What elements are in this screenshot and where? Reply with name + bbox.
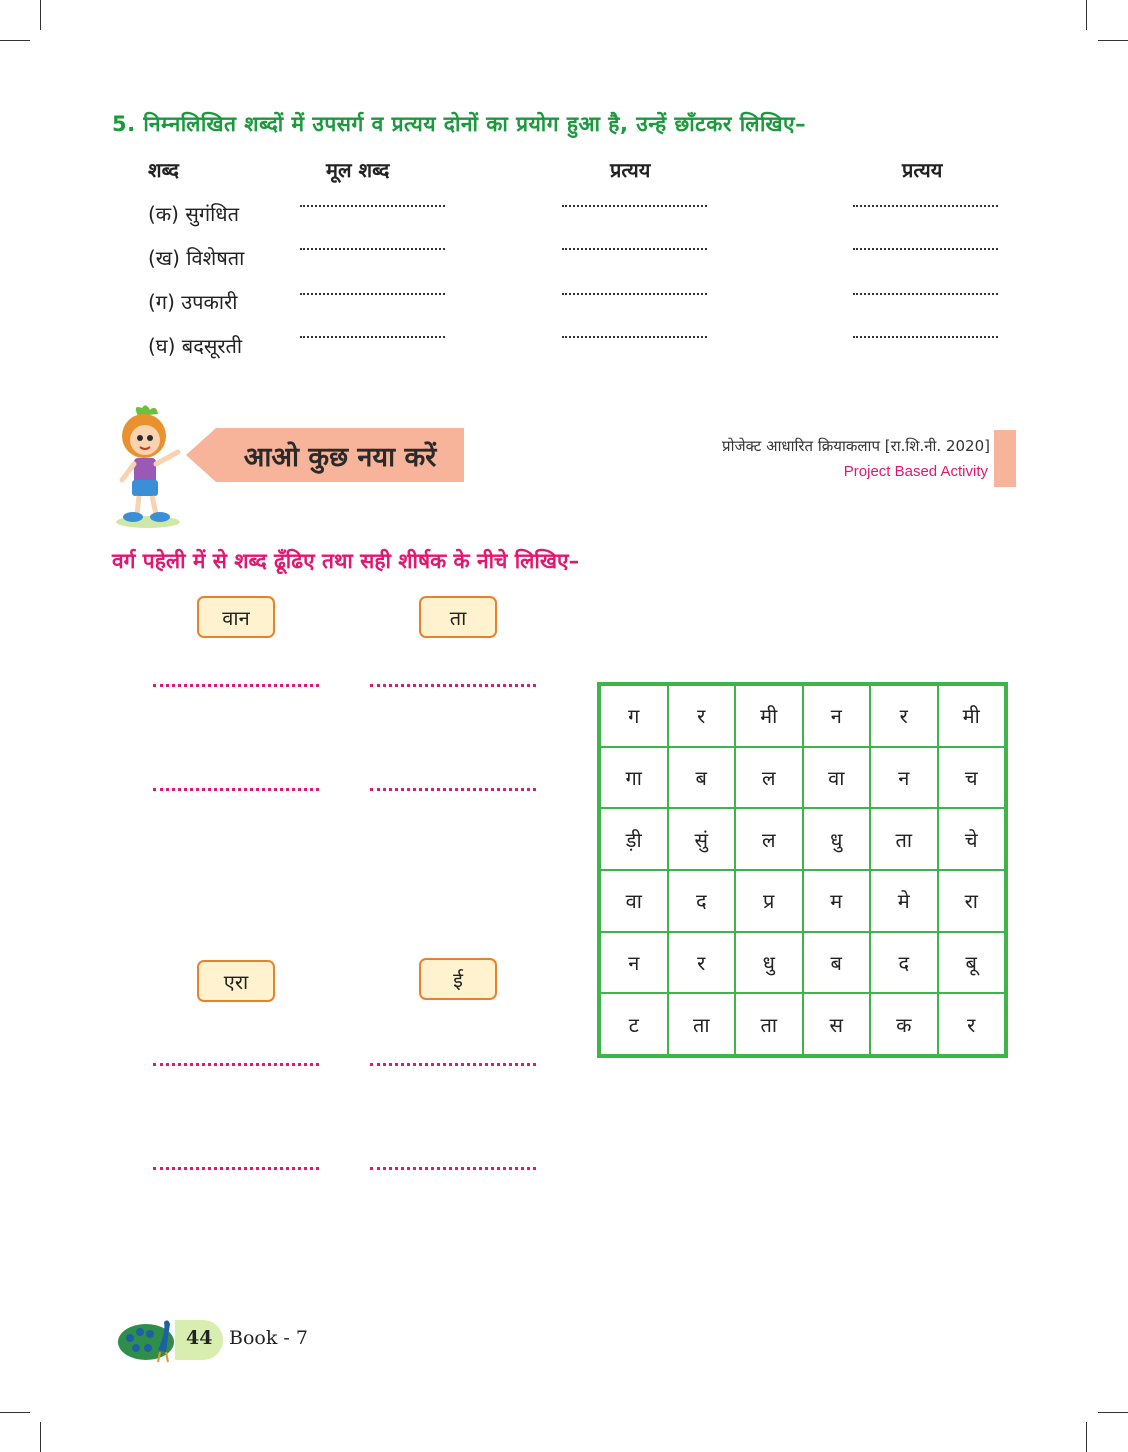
answer-line-vaan-1[interactable] — [153, 684, 319, 687]
grid-cell[interactable]: मी — [938, 685, 1006, 747]
grid-cell[interactable]: क — [870, 993, 938, 1055]
banner-text: आओ कुछ नया करें — [216, 428, 464, 482]
answer-blank[interactable] — [853, 293, 998, 295]
grid-cell[interactable]: द — [668, 870, 736, 932]
grid-cell[interactable]: न — [600, 932, 668, 994]
grid-cell[interactable]: वा — [600, 870, 668, 932]
grid-cell[interactable]: गा — [600, 747, 668, 809]
suffix-box-eraa: एरा — [197, 960, 275, 1002]
grid-cell[interactable]: म — [803, 870, 871, 932]
column-header-suffix-2: प्रत्यय — [902, 158, 943, 182]
suffix-box-ii: ई — [419, 958, 497, 1000]
page-number: 44 — [186, 1327, 213, 1349]
project-label-hindi: प्रोजेक्ट आधारित क्रियाकलाप [रा.शि.नी. 2020] — [722, 437, 990, 455]
grid-cell[interactable]: वा — [803, 747, 871, 809]
column-header-suffix-1: प्रत्यय — [610, 158, 651, 182]
grid-cell[interactable]: ता — [668, 993, 736, 1055]
grid-cell[interactable]: र — [870, 685, 938, 747]
grid-cell[interactable]: द — [870, 932, 938, 994]
answer-blank[interactable] — [562, 248, 707, 250]
grid-cell[interactable]: ड़ी — [600, 808, 668, 870]
crop-mark — [1086, 1422, 1087, 1452]
grid-cell[interactable]: र — [668, 932, 736, 994]
answer-blank[interactable] — [300, 336, 445, 338]
book-label: Book - 7 — [229, 1327, 308, 1349]
grid-cell[interactable]: ब — [668, 747, 736, 809]
answer-blank[interactable] — [562, 205, 707, 207]
word-row-ka: (क) सुगंधित — [148, 202, 239, 226]
answer-line-taa-2[interactable] — [370, 788, 536, 791]
question-5-title: 5. निम्नलिखित शब्दों में उपसर्ग व प्रत्यय दोनों का प्रयोग हुआ है, उन्हें छाँटकर लिखिए– — [112, 112, 807, 136]
column-header-root-word: मूल शब्द — [326, 158, 390, 182]
grid-cell[interactable]: न — [803, 685, 871, 747]
crop-mark — [0, 1412, 30, 1413]
answer-blank[interactable] — [562, 293, 707, 295]
peacock-icon — [116, 1312, 182, 1364]
banner-arrow-shape — [186, 428, 216, 482]
grid-cell[interactable]: स — [803, 993, 871, 1055]
crop-mark — [1098, 1412, 1128, 1413]
word-row-gha: (घ) बदसूरती — [148, 334, 243, 358]
grid-cell[interactable]: मी — [735, 685, 803, 747]
answer-blank[interactable] — [300, 293, 445, 295]
answer-blank[interactable] — [562, 336, 707, 338]
answer-blank[interactable] — [300, 248, 445, 250]
word-row-ga: (ग) उपकारी — [148, 290, 238, 314]
grid-cell[interactable]: ता — [870, 808, 938, 870]
crop-mark — [1086, 0, 1087, 30]
suffix-box-vaan: वान — [197, 596, 275, 638]
answer-blank[interactable] — [300, 205, 445, 207]
grid-cell[interactable]: ट — [600, 993, 668, 1055]
project-side-bar — [994, 430, 1016, 487]
grid-cell[interactable]: ग — [600, 685, 668, 747]
word-row-kha: (ख) विशेषता — [148, 246, 245, 270]
grid-cell[interactable]: चे — [938, 808, 1006, 870]
grid-cell[interactable]: रा — [938, 870, 1006, 932]
answer-line-eraa-1[interactable] — [153, 1063, 319, 1066]
answer-line-taa-1[interactable] — [370, 684, 536, 687]
activity-banner — [186, 428, 464, 482]
grid-cell[interactable]: र — [668, 685, 736, 747]
grid-cell[interactable]: न — [870, 747, 938, 809]
grid-cell[interactable]: ता — [735, 993, 803, 1055]
grid-cell[interactable]: प्र — [735, 870, 803, 932]
crop-mark — [40, 1422, 41, 1452]
project-label-english: Project Based Activity — [843, 463, 988, 480]
suffix-box-taa: ता — [419, 596, 497, 638]
crop-mark — [0, 40, 30, 41]
grid-cell[interactable]: ल — [735, 747, 803, 809]
answer-line-ii-2[interactable] — [370, 1167, 536, 1170]
answer-blank[interactable] — [853, 248, 998, 250]
grid-cell[interactable]: धु — [735, 932, 803, 994]
grid-cell[interactable]: ल — [735, 808, 803, 870]
grid-cell[interactable]: धु — [803, 808, 871, 870]
word-search-grid — [597, 682, 1008, 1058]
answer-line-ii-1[interactable] — [370, 1063, 536, 1066]
grid-cell[interactable]: च — [938, 747, 1006, 809]
crop-mark — [40, 0, 41, 30]
grid-cell[interactable]: बू — [938, 932, 1006, 994]
answer-line-vaan-2[interactable] — [153, 788, 319, 791]
column-header-word: शब्द — [148, 158, 179, 182]
crop-mark — [1098, 40, 1128, 41]
girl-mascot-icon — [112, 402, 192, 528]
grid-cell[interactable]: ब — [803, 932, 871, 994]
word-search-instruction: वर्ग पहेली में से शब्द ढूँढिए तथा सही शीर्षक के नीचे लिखिए– — [112, 549, 580, 573]
answer-blank[interactable] — [853, 336, 998, 338]
answer-blank[interactable] — [853, 205, 998, 207]
answer-line-eraa-2[interactable] — [153, 1167, 319, 1170]
grid-cell[interactable]: मे — [870, 870, 938, 932]
grid-cell[interactable]: सुं — [668, 808, 736, 870]
grid-cell[interactable]: र — [938, 993, 1006, 1055]
